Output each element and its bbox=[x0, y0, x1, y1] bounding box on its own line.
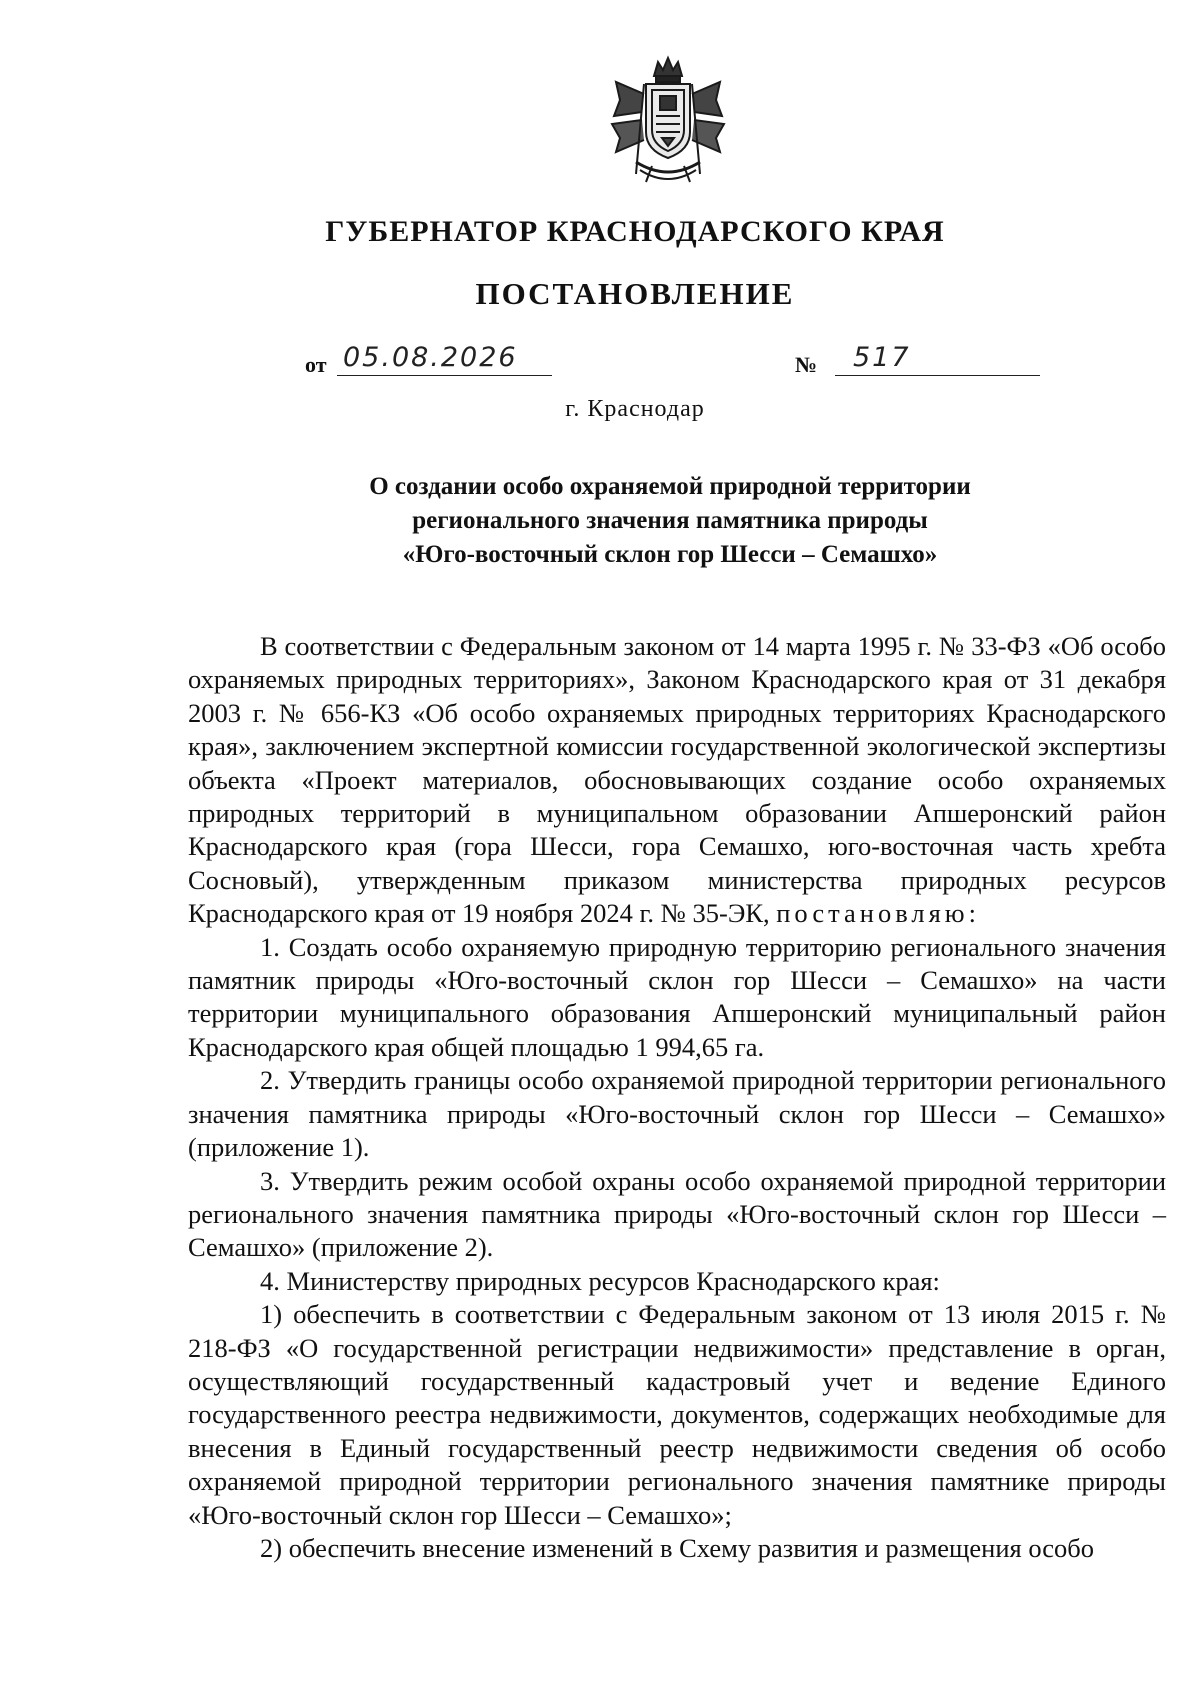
date-label: от bbox=[305, 352, 327, 377]
decree-word: постановляю: bbox=[776, 898, 980, 929]
title-line: регионального значения памятника природы bbox=[412, 507, 928, 534]
preamble-text: В соответствии с Федеральным законом от 14 марта 1995 г. № 33-ФЗ «Об особо охраняемых природных территориях», Законом Краснодарского края от 31 декабря 2003 г. № 656-КЗ «Об особо охраняемых природных территориях Краснодарского края», заключением экспертной комиссии государственной экологической экспертизы объекта «Проект материалов, обосновывающих создание особо охраняемых природных территорий в муниципальном образовании Апшеронский район Краснодарского края (гора Шесси, гора Семашхо, юго-восточная часть хребта Сосновый), утвержденным приказом министерства природных ресурсов Краснодарского края от 19 ноября 2024 г. № 35-ЭК, bbox=[188, 631, 1166, 929]
document-date: 05.08.2026 bbox=[337, 342, 552, 376]
document-number: 517 bbox=[835, 342, 1040, 376]
document-body bbox=[188, 630, 1166, 1565]
preamble-paragraph bbox=[188, 630, 1166, 931]
item-4-2-paragraph: 2) обеспечить внесение изменений в Схему развития и размещения особо bbox=[260, 1532, 1094, 1563]
item-1-paragraph: 1. Создать особо охраняемую природную территорию регионального значения памятник природы «Юго-восточный склон гор Шесси – Семашхо» на части территории муниципального образования Апшеронский муниципальный район Краснодарского края общей площадью 1 994,65 га. bbox=[188, 931, 1166, 1062]
title-line: О создании особо охраняемой природной территории bbox=[369, 473, 971, 500]
document-type: ПОСТАНОВЛЕНИЕ bbox=[475, 276, 795, 311]
number-label: № bbox=[795, 352, 818, 377]
title-line: «Юго-восточный склон гор Шесси – Семашхо» bbox=[402, 541, 938, 568]
coat-of-arms-icon bbox=[606, 54, 730, 188]
issue-city: г. Краснодар bbox=[565, 396, 705, 422]
item-2-paragraph: 2. Утвердить границы особо охраняемой природной территории регионального значения памятника природы «Юго-восточный склон гор Шесси – Семашхо» (приложение 1). bbox=[188, 1065, 1166, 1163]
item-4-paragraph: 4. Министерству природных ресурсов Краснодарского края: bbox=[260, 1265, 940, 1296]
document-title bbox=[300, 470, 1040, 572]
item-4-1-paragraph: 1) обеспечить в соответствии с Федеральным законом от 13 июля 2015 г. № 218-ФЗ «О государственной регистрации недвижимости» представление в орган, осуществляющий государственный кадастровый учет и ведение Единого государственного реестра недвижимости, документов, содержащих необходимые для внесения в Единый государственный реестр недвижимости сведения об особо охраняемой природной территории регионального значения памятнике природы «Юго-восточный склон гор Шесси – Семашхо»; bbox=[188, 1299, 1166, 1530]
date-number-row bbox=[305, 342, 1045, 382]
issuing-authority: ГУБЕРНАТОР КРАСНОДАРСКОГО КРАЯ bbox=[325, 215, 945, 248]
item-3-paragraph: 3. Утвердить режим особой охраны особо охраняемой природной территории регионального значения памятника природы «Юго-восточный склон гор Шесси – Семашхо» (приложение 2). bbox=[188, 1165, 1166, 1263]
